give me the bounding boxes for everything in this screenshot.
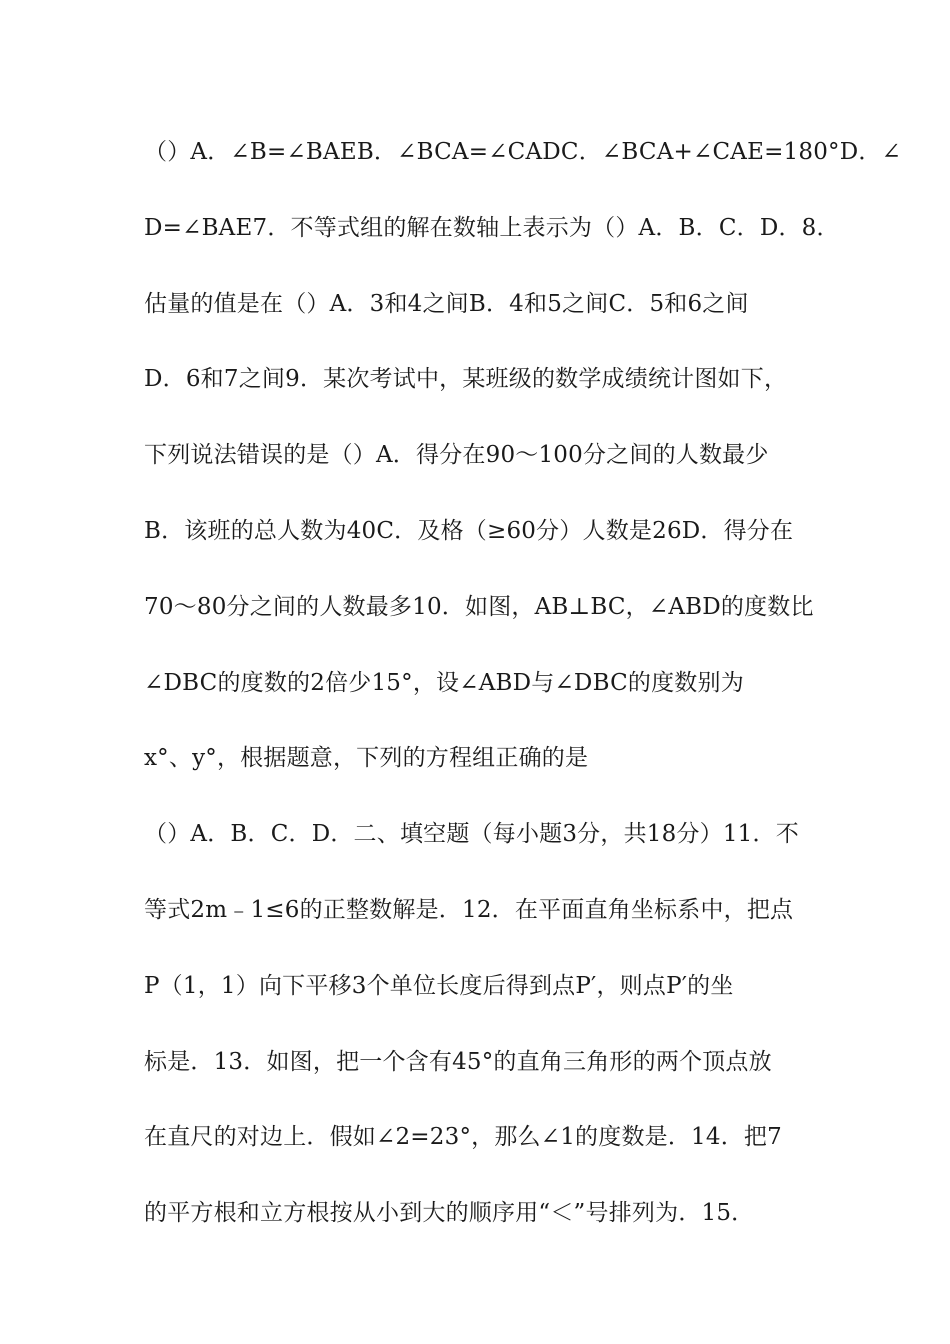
text-line-4: D．6和7之间9．某次考试中，某班级的数学成绩统计图如下， <box>144 366 788 393</box>
document-body <box>144 126 902 1263</box>
text-line-12: P（1，1）向下平移3个单位长度后得到点P′，则点P′的坐 <box>144 972 734 999</box>
text-line-9: x°、y°，根据题意，下列的方程组正确的是 <box>144 745 589 772</box>
text-line-14: 在直尺的对边上．假如∠2=23°，那么∠1的度数是．14．把7 <box>144 1124 782 1151</box>
text-line-11: 等式2m﹣1≤6的正整数解是．12．在平面直角坐标系中，把点 <box>144 896 794 923</box>
text-line-10: （）A．B．C．D．二、填空题（每小题3分，共18分）11．不 <box>144 821 799 848</box>
text-line-3: 估量的值是在（）A．3和4之间B．4和5之间C．5和6之间 <box>144 290 749 317</box>
text-line-2: D=∠BAE7．不等式组的解在数轴上表示为（）A．B．C．D．8． <box>144 214 840 241</box>
text-line-6: B．该班的总人数为40C．及格（≥60分）人数是26D．得分在 <box>144 517 794 544</box>
text-line-5: 下列说法错误的是（）A．得分在90～100分之间的人数最少 <box>144 442 769 469</box>
text-line-15: 的平方根和立方根按从小到大的顺序用“＜”号排列为．15． <box>144 1200 755 1227</box>
text-line-1: （）A．∠B=∠BAEB．∠BCA=∠CADC．∠BCA+∠CAE=180°D．∠ <box>144 139 902 165</box>
text-line-13: 标是．13．如图，把一个含有45°的直角三角形的两个顶点放 <box>144 1048 772 1075</box>
text-line-7: 70～80分之间的人数最多10．如图，AB⊥BC，∠ABD的度数比 <box>144 593 814 620</box>
text-line-8: ∠DBC的度数的2倍少15°，设∠ABD与∠DBC的度数别为 <box>144 669 744 696</box>
